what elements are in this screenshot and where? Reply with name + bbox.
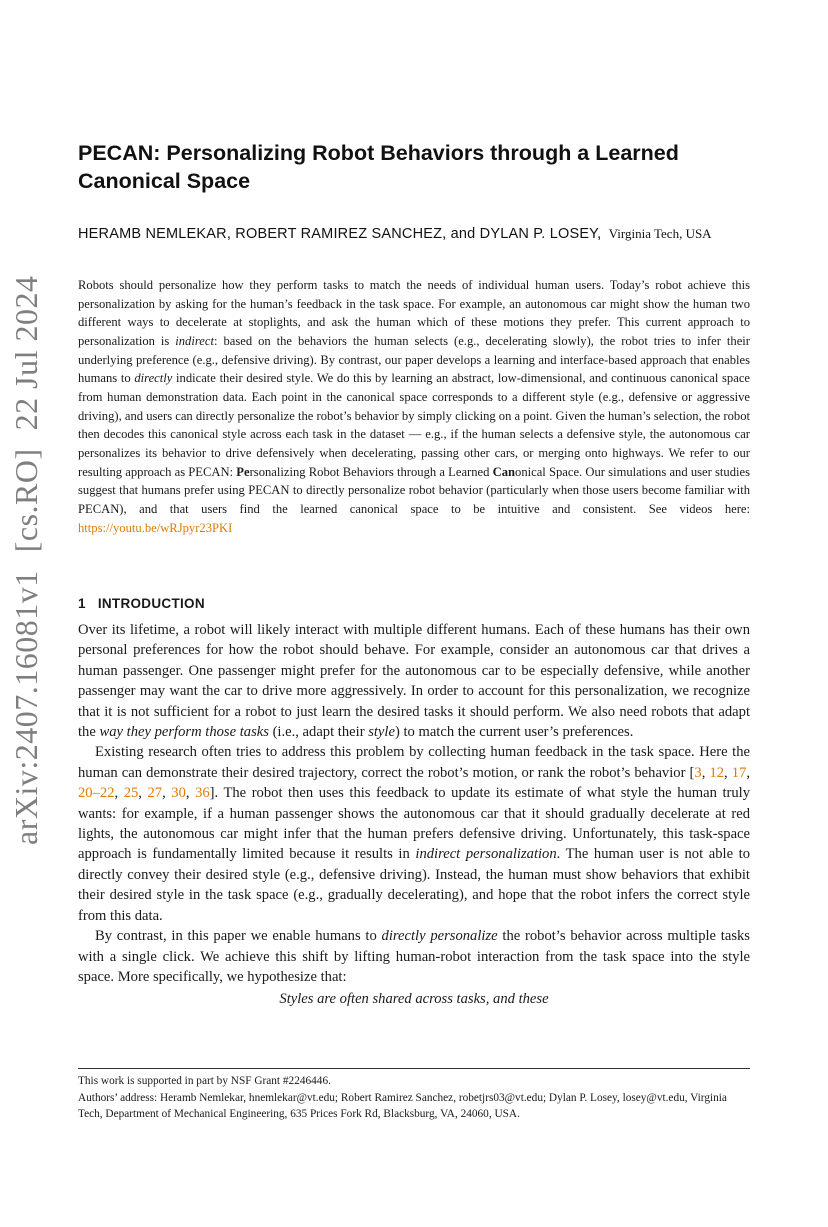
citation-link[interactable]: 30 bbox=[171, 785, 186, 802]
paper-title: PECAN: Personalizing Robot Behaviors through a Learned Canonical Space bbox=[78, 141, 679, 193]
abstract-text: indicate their desired style. We do this by learning an abstract, low-dimensional, and continuous canonical space from human demonstration data. Each point in the canonical space corresponds to a different style (e.g., defensive or aggressive driving), and users can directly personalize the robot’s behavior by simply clicking on a point. Given the human’s selection, the robot then decodes this canonical style across each task in the dataset — e.g., if the human selects a defensive style, the autonomous car personalizes its behavior to drive defensively when decelerating, passing other cars, or merging onto highways. We refer to our resulting approach as PECAN: bbox=[78, 371, 750, 479]
paragraph-text: ]. The robot then uses this feedback to update its estimate of what style the human truly wants: for example, if a human passenger shows the autonomous car that it should gradually decelerate at red lights, the autonomous car might infer that the human prefers defensive driving. Unfortunately, this task-space approach is fundamentally limited because it results in bbox=[78, 785, 751, 863]
section-heading bbox=[78, 596, 205, 611]
abstract-bold: Pe bbox=[236, 464, 250, 479]
citation-link[interactable]: 17 bbox=[731, 764, 747, 781]
citation-link[interactable]: 20 bbox=[78, 785, 93, 802]
footnotes bbox=[78, 1073, 750, 1123]
citation-link[interactable]: 3 bbox=[694, 764, 702, 781]
abstract-text: rsonalizing Robot Behaviors through a Learned bbox=[249, 464, 493, 479]
author-affiliation: Virginia Tech, USA bbox=[608, 226, 712, 241]
citation-link[interactable]: 25 bbox=[123, 785, 139, 802]
abstract-text: : based on the behaviors the human selects (e.g., decelerating slowly), the robot tries to infer their underlying preference (e.g., defensive driving). By contrast, our paper develops a learning and interface-based approach that enables humans to bbox=[78, 333, 750, 386]
abstract bbox=[78, 276, 750, 537]
abstract-bold: Can bbox=[492, 464, 516, 479]
paragraph-emphasis: style bbox=[368, 724, 395, 741]
paragraph-text: the robot’s behavior across multiple tasks with a single click. We achieve this shift by lifting human-robot interaction from the task space into the style space. More specifically, we hypothesize that: bbox=[78, 928, 750, 985]
paragraph bbox=[78, 620, 750, 742]
paragraph: Existing research often tries to address this problem by collecting human feedback in the task space. Here the human can demonstrate their desired trajectory, correct the robot’s motion, or rank the robot’s behavior [3, 12, 17, 20–22, 25, 27, 30, 36]. The robot then uses this feedback to update its estimate of what style the human truly wants: for example, if a human passenger shows the autonomous car that it should gradually decelerate at red lights, the autonomous car might infer that the human prefers defensive driving. Unfortunately, this task-space approach is fundamentally limited because it results in indirect personalization. The human user is not able to directly convey their desired style (e.g., defensive driving). Instead, the human must show behaviors that exhibit their desired style in the task space (e.g., gradually decelerating), and hope that the robot infers the correct style from this data. bbox=[78, 744, 751, 924]
arxiv-date: 22 Jul 2024 bbox=[8, 275, 44, 431]
section-title: INTRODUCTION bbox=[97, 596, 205, 611]
video-link[interactable]: https://youtu.be/wRJpyr23PKI bbox=[78, 520, 233, 535]
author-names: HERAMB NEMLEKAR, ROBERT RAMIREZ SANCHEZ, and DYLAN P. LOSEY, bbox=[78, 226, 602, 242]
paragraph-emphasis: directly personalize bbox=[381, 928, 498, 945]
paragraph-text: ) to match the current user’s preferences. bbox=[394, 724, 634, 741]
introduction-body bbox=[78, 620, 750, 1010]
paragraph bbox=[78, 926, 750, 987]
abstract-emphasis: directly bbox=[134, 371, 173, 386]
paragraph-text: (i.e., adapt their bbox=[268, 724, 369, 741]
author-block bbox=[78, 223, 753, 245]
abstract-emphasis: indirect bbox=[175, 333, 214, 348]
paragraph-text: Over its lifetime, a robot will likely interact with multiple different humans. Each of these humans has their own personal preferences for how the robot should behave. For example, consider an autonomous car that drives a human passenger. One passenger might prefer for the autonomous car to be especially defensive, while another passenger may want the car to drive more aggressively. In order to account for this personalization, we recognize that it is not sufficient for a robot to just learn the desired tasks it should perform. We also need robots that adapt the bbox=[78, 622, 750, 741]
arxiv-id: arXiv:2407.16081v1 bbox=[8, 570, 44, 845]
paragraph-text: Existing research often tries to address this problem by collecting human feedback in the task space. Here the human can demonstrate their desired trajectory, correct the robot’s motion, or rank the robot’s behavior [ bbox=[78, 744, 750, 781]
paragraph-emphasis: indirect personalization bbox=[415, 846, 557, 863]
abstract-text: Robots should personalize how they perform tasks to match the needs of individual human users. Today’s robot achieve this personalization by asking for the human’s feedback in the task space. For example, an autonomous car might show the human two different ways to decelerate at stoplights, and ask the human which of these motions they prefer. This current approach to personalization is bbox=[78, 278, 750, 348]
citation-link[interactable]: 27 bbox=[147, 785, 163, 802]
author-address-note: Authors’ address: Heramb Nemlekar, hnemlekar@vt.edu; Robert Ramirez Sanchez, robetjrs03@vt.edu; Dylan P. Losey, losey@vt.edu, Virginia Tech, Department of Mechanical Engineering, 635 Prices Fork Rd, Blacksburg, VA, 24060, USA. bbox=[78, 1091, 727, 1120]
footnote-divider bbox=[78, 1068, 750, 1069]
hypothesis-statement: Styles are often shared across tasks, and these bbox=[279, 991, 549, 1008]
paragraph-emphasis: way they perform those tasks bbox=[99, 724, 269, 741]
paragraph-text: By contrast, in this paper we enable humans to bbox=[95, 928, 382, 945]
citation-link[interactable]: 22 bbox=[99, 785, 115, 802]
citation-link[interactable]: 12 bbox=[709, 764, 725, 781]
paragraph-text: . The human user is not able to directly convey their desired style (e.g., defensive driving). Instead, the human must show behaviors that exhibit their desired style in the task space (e.g., gradually decelerating), and hope that the robot infers the correct style from this data. bbox=[78, 846, 750, 924]
abstract-text: onical Space. Our simulations and user studies suggest that humans prefer using PECAN to directly personalize robot behavior (particularly when those users become familiar with PECAN), and that users find the learned canonical space to be intuitive and consistent. See videos here: bbox=[78, 464, 750, 516]
funding-note: This work is supported in part by NSF Grant #2246446. bbox=[78, 1075, 331, 1087]
citation-link[interactable]: 36 bbox=[195, 785, 210, 802]
arxiv-side-stamp bbox=[8, 257, 45, 845]
section-number: 1 bbox=[78, 596, 86, 611]
arxiv-category: [cs.RO] bbox=[8, 448, 44, 553]
